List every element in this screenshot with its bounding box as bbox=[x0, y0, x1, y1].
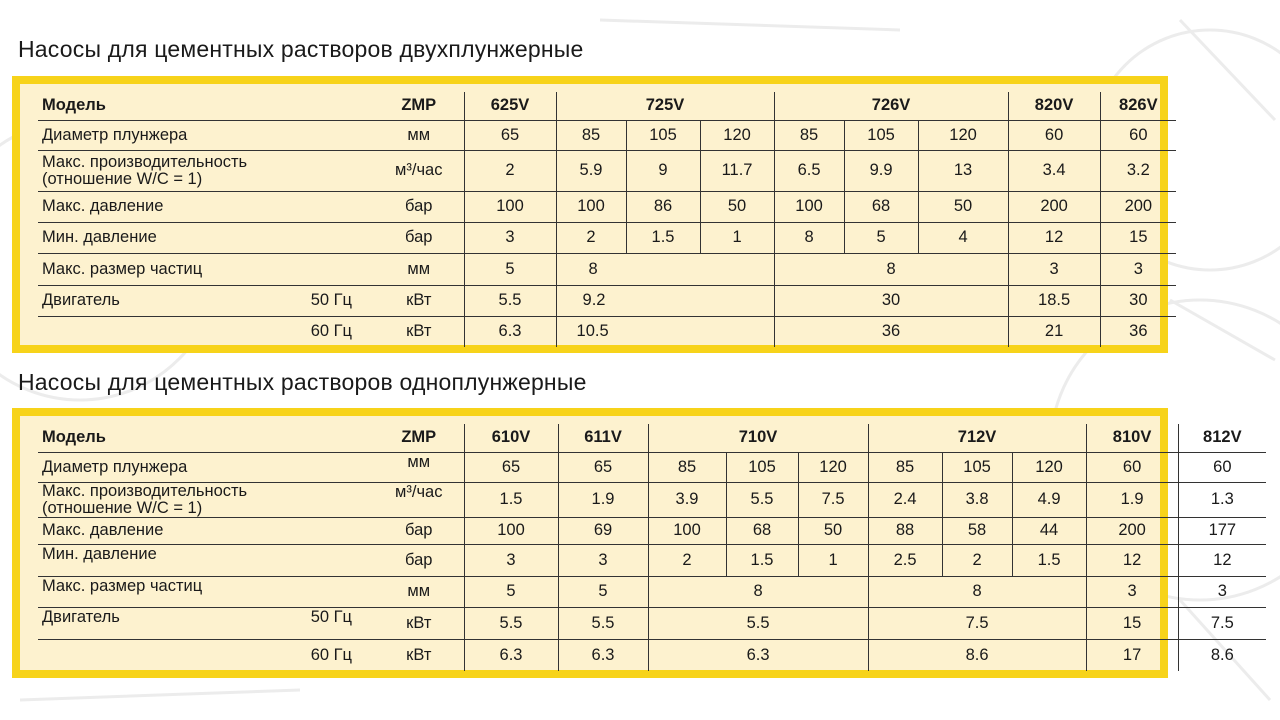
value-cell: 5.5 bbox=[558, 607, 648, 639]
value-cell: 3 bbox=[464, 222, 556, 253]
model-cell: 712V bbox=[868, 424, 1086, 452]
value-cell: 65 bbox=[464, 120, 556, 150]
value-cell: 8 bbox=[774, 222, 844, 253]
value-cell: 17 bbox=[1086, 639, 1178, 671]
value-cell: 12 bbox=[1086, 544, 1178, 576]
value-cell: 1.5 bbox=[726, 544, 798, 576]
value-cell: 1.9 bbox=[558, 482, 648, 517]
value-cell: 11.7 bbox=[700, 150, 774, 191]
row-label: Модель bbox=[38, 92, 374, 120]
value-cell: 5 bbox=[464, 576, 558, 607]
table-row bbox=[38, 544, 1266, 576]
row-label-line1: Макс. производительность bbox=[42, 152, 248, 171]
value-cell: 50 bbox=[918, 191, 1008, 222]
value-cell: 2 bbox=[464, 150, 556, 191]
value-cell: 5.9 bbox=[556, 150, 626, 191]
value-cell: 9 bbox=[626, 150, 700, 191]
unit-cell: м³/час bbox=[374, 482, 464, 517]
value-cell: 44 bbox=[1012, 517, 1086, 544]
spec-table-two-plunger bbox=[38, 92, 1176, 347]
value-cell: 3.9 bbox=[648, 482, 726, 517]
row-label: Диаметр плунжера bbox=[38, 120, 374, 150]
model-cell: 610V bbox=[464, 424, 558, 452]
value-cell: 60 bbox=[1100, 120, 1176, 150]
value-cell: 200 bbox=[1100, 191, 1176, 222]
value-cell: 2 bbox=[648, 544, 726, 576]
value-cell: 30 bbox=[774, 285, 1008, 316]
value-cell: 2 bbox=[556, 222, 626, 253]
row-label: Мин. давление bbox=[38, 222, 374, 253]
value-cell: 18.5 bbox=[1008, 285, 1100, 316]
value-cell: 105 bbox=[942, 452, 1012, 482]
table-row bbox=[38, 150, 1176, 191]
row-label bbox=[38, 150, 374, 191]
unit-cell: ZMP bbox=[374, 424, 464, 452]
row-label: Макс. давление bbox=[38, 517, 374, 544]
value-cell: 3 bbox=[1178, 576, 1266, 607]
row-label: Двигатель bbox=[38, 607, 286, 639]
value-cell: 12 bbox=[1008, 222, 1100, 253]
value-cell: 5.5 bbox=[464, 607, 558, 639]
value-cell: 120 bbox=[918, 120, 1008, 150]
value-cell: 86 bbox=[626, 191, 700, 222]
value-cell: 200 bbox=[1008, 191, 1100, 222]
value-cell: 3.2 bbox=[1100, 150, 1176, 191]
value-cell: 60 bbox=[1086, 452, 1178, 482]
value-cell: 68 bbox=[726, 517, 798, 544]
unit-cell: мм bbox=[374, 253, 464, 285]
row-label-line1: Макс. производительность bbox=[42, 482, 248, 500]
value-cell: 3 bbox=[1086, 576, 1178, 607]
row-label: Модель bbox=[38, 424, 374, 452]
value-cell: 6.3 bbox=[464, 639, 558, 671]
value-cell: 120 bbox=[798, 452, 868, 482]
value-cell: 1 bbox=[700, 222, 774, 253]
unit-cell: кВт bbox=[374, 285, 464, 316]
value-cell: 200 bbox=[1086, 517, 1178, 544]
table-title-single-plunger: Насосы для цементных растворов одноплунжерные bbox=[18, 369, 587, 395]
value-cell: 3 bbox=[1008, 253, 1100, 285]
value-cell: 105 bbox=[626, 120, 700, 150]
unit-cell: кВт bbox=[374, 316, 464, 347]
model-cell: 810V bbox=[1086, 424, 1178, 452]
table-row bbox=[38, 482, 1266, 517]
value-cell: 1.5 bbox=[464, 482, 558, 517]
freq-label: 60 Гц bbox=[310, 645, 353, 664]
row-label-empty bbox=[38, 639, 286, 671]
table-row bbox=[38, 316, 1176, 347]
value-cell: 2.4 bbox=[868, 482, 942, 517]
unit-cell: кВт bbox=[374, 639, 464, 671]
value-cell: 100 bbox=[774, 191, 844, 222]
value-cell: 58 bbox=[942, 517, 1012, 544]
value-cell: 5.5 bbox=[464, 285, 556, 316]
unit-cell: мм bbox=[374, 452, 464, 482]
value-cell: 100 bbox=[464, 517, 558, 544]
table-row bbox=[38, 285, 1176, 316]
value-cell: 5.5 bbox=[726, 482, 798, 517]
value-cell: 5 bbox=[558, 576, 648, 607]
unit-cell: бар bbox=[374, 517, 464, 544]
table-row bbox=[38, 191, 1176, 222]
row-label: Мин. давление bbox=[38, 544, 374, 576]
row-label: Двигатель bbox=[38, 285, 286, 316]
value-cell: 6.3 bbox=[558, 639, 648, 671]
value-cell: 105 bbox=[844, 120, 918, 150]
value-cell: 60 bbox=[1008, 120, 1100, 150]
value-cell: 3 bbox=[1100, 253, 1176, 285]
value-cell: 7.5 bbox=[798, 482, 868, 517]
value-cell: 6.3 bbox=[464, 316, 556, 347]
table-row bbox=[38, 92, 1176, 120]
value-cell: 4.9 bbox=[1012, 482, 1086, 517]
value-cell: 30 bbox=[1100, 285, 1176, 316]
value-cell: 8 bbox=[556, 253, 774, 285]
model-cell: 611V bbox=[558, 424, 648, 452]
value-cell: 120 bbox=[700, 120, 774, 150]
table-row bbox=[38, 424, 1266, 452]
model-cell: 625V bbox=[464, 92, 556, 120]
value-cell: 100 bbox=[556, 191, 626, 222]
value-cell: 7.5 bbox=[1178, 607, 1266, 639]
row-label bbox=[38, 482, 374, 517]
value-cell: 1.5 bbox=[1012, 544, 1086, 576]
value-cell: 1.9 bbox=[1086, 482, 1178, 517]
table-row bbox=[38, 452, 1266, 482]
value-cell: 65 bbox=[558, 452, 648, 482]
row-label: Макс. давление bbox=[38, 191, 374, 222]
value-cell: 85 bbox=[774, 120, 844, 150]
value-cell: 2 bbox=[942, 544, 1012, 576]
value-cell: 1.3 bbox=[1178, 482, 1266, 517]
value-cell: 36 bbox=[1129, 322, 1148, 341]
value-cell: 2.5 bbox=[868, 544, 942, 576]
row-label: Макс. размер частиц bbox=[38, 253, 374, 285]
value-cell: 100 bbox=[648, 517, 726, 544]
value-cell: 8.6 bbox=[1210, 645, 1234, 664]
value-cell: 8.6 bbox=[868, 639, 1086, 671]
value-cell: 88 bbox=[868, 517, 942, 544]
unit-cell: м³/час bbox=[374, 150, 464, 191]
row-label: Макс. размер частиц bbox=[38, 576, 374, 607]
value-cell: 50 bbox=[798, 517, 868, 544]
row-label-line2: (отношение W/C = 1) bbox=[42, 498, 203, 517]
value-cell: 85 bbox=[648, 452, 726, 482]
value-cell: 5 bbox=[464, 253, 556, 285]
value-cell: 50 bbox=[700, 191, 774, 222]
value-cell: 8 bbox=[774, 253, 1008, 285]
value-cell: 177 bbox=[1178, 517, 1266, 544]
row-label-empty bbox=[38, 316, 286, 347]
table-row bbox=[38, 517, 1266, 544]
value-cell: 65 bbox=[464, 452, 558, 482]
spec-table-single-plunger bbox=[38, 424, 1266, 671]
value-cell: 6.3 bbox=[648, 639, 868, 671]
value-cell: 21 bbox=[1008, 316, 1100, 347]
table-row bbox=[38, 576, 1266, 607]
value-cell: 85 bbox=[868, 452, 942, 482]
table-row bbox=[38, 120, 1176, 150]
unit-cell: бар bbox=[374, 191, 464, 222]
table-row bbox=[38, 607, 1266, 639]
row-label-line2: (отношение W/C = 1) bbox=[42, 169, 203, 188]
unit-cell: ZMP bbox=[374, 92, 464, 120]
value-cell: 5.5 bbox=[648, 607, 868, 639]
table-title-two-plunger: Насосы для цементных растворов двухплунжерные bbox=[18, 36, 584, 62]
value-cell: 12 bbox=[1178, 544, 1266, 576]
value-cell: 7.5 bbox=[868, 607, 1086, 639]
table-frame-single-plunger bbox=[12, 408, 1242, 678]
value-cell: 100 bbox=[464, 191, 556, 222]
value-cell: 3 bbox=[558, 544, 648, 576]
value-cell: 5 bbox=[844, 222, 918, 253]
freq-label: 60 Гц bbox=[310, 322, 353, 341]
model-cell: 820V bbox=[1008, 92, 1100, 120]
value-cell: 13 bbox=[918, 150, 1008, 191]
freq-label: 50 Гц bbox=[286, 285, 374, 316]
unit-cell: бар bbox=[374, 544, 464, 576]
freq-label: 50 Гц bbox=[286, 607, 374, 639]
unit-cell: бар bbox=[374, 222, 464, 253]
value-cell: 36 bbox=[774, 316, 1008, 347]
value-cell: 1.5 bbox=[626, 222, 700, 253]
value-cell: 69 bbox=[558, 517, 648, 544]
value-cell: 6.5 bbox=[774, 150, 844, 191]
table-row bbox=[38, 253, 1176, 285]
value-cell: 8 bbox=[868, 576, 1086, 607]
value-cell: 15 bbox=[1100, 222, 1176, 253]
value-cell: 8 bbox=[648, 576, 868, 607]
value-cell: 3.8 bbox=[942, 482, 1012, 517]
table-frame-two-plunger bbox=[12, 76, 1168, 353]
unit-cell: мм bbox=[374, 120, 464, 150]
value-cell: 15 bbox=[1086, 607, 1178, 639]
value-cell: 4 bbox=[918, 222, 1008, 253]
model-cell: 826V bbox=[1100, 92, 1176, 120]
value-cell: 85 bbox=[556, 120, 626, 150]
model-cell: 725V bbox=[556, 92, 774, 120]
model-cell: 710V bbox=[648, 424, 868, 452]
value-cell: 68 bbox=[844, 191, 918, 222]
model-cell: 812V bbox=[1178, 424, 1266, 452]
unit-cell: мм bbox=[374, 576, 464, 607]
value-cell: 60 bbox=[1178, 452, 1266, 482]
row-label: Диаметр плунжера bbox=[38, 452, 374, 482]
table-row bbox=[38, 639, 1266, 671]
value-cell: 10.5 bbox=[556, 316, 774, 347]
value-cell: 3 bbox=[464, 544, 558, 576]
table-row bbox=[38, 222, 1176, 253]
model-cell: 726V bbox=[774, 92, 1008, 120]
unit-cell: кВт bbox=[374, 607, 464, 639]
value-cell: 120 bbox=[1012, 452, 1086, 482]
value-cell: 1 bbox=[798, 544, 868, 576]
value-cell: 9.9 bbox=[844, 150, 918, 191]
value-cell: 105 bbox=[726, 452, 798, 482]
value-cell: 3.4 bbox=[1008, 150, 1100, 191]
value-cell: 9.2 bbox=[556, 285, 774, 316]
